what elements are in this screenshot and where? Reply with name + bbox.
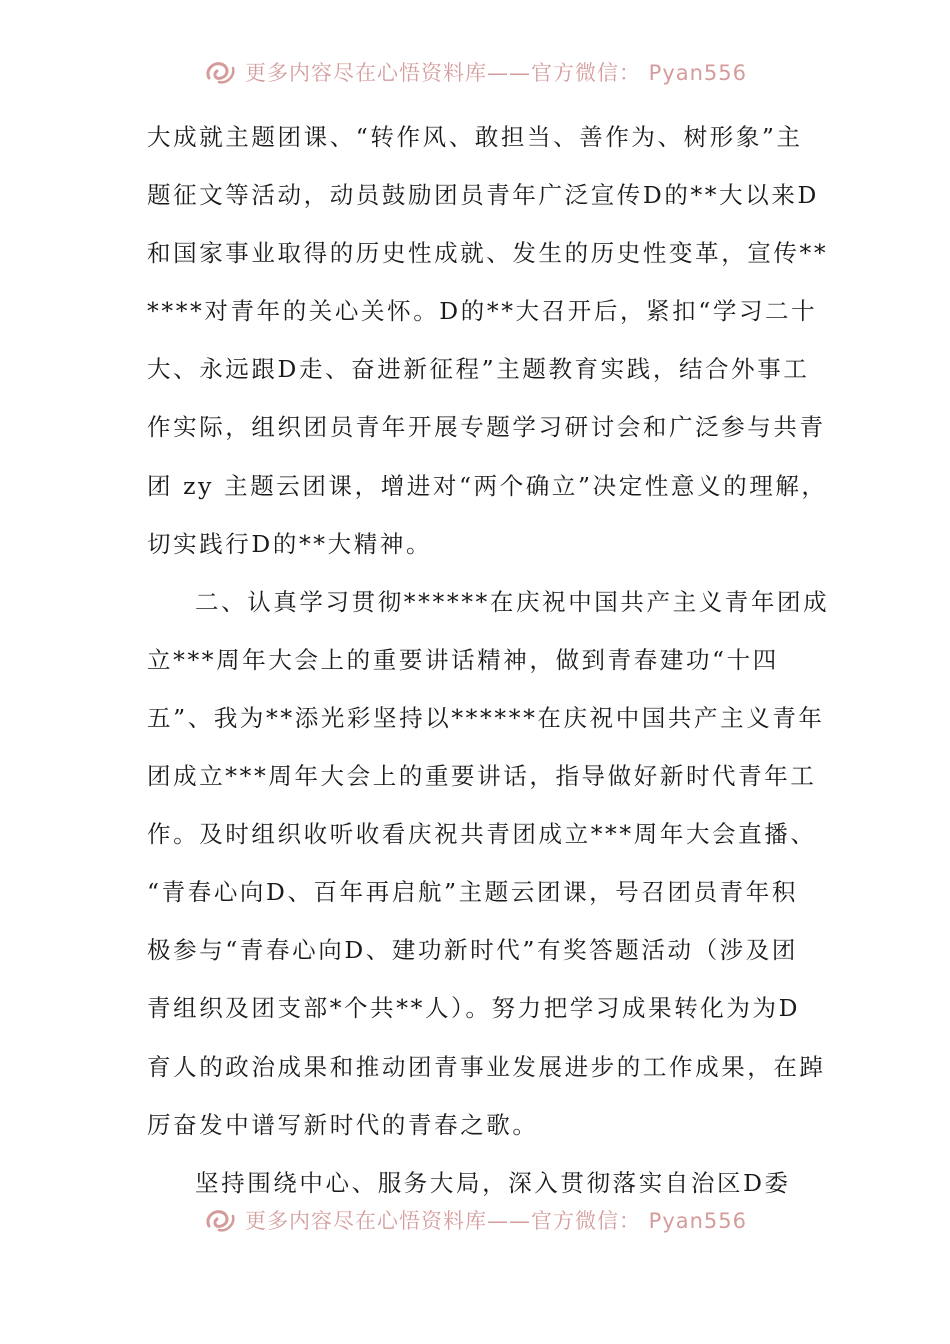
text-line: ****对青年的关心关怀。D的**大召开后，紧扣“学习二十 [147, 297, 818, 326]
watermark-text: 更多内容尽在心悟资料库——官方微信： Pyan556 [244, 1209, 748, 1233]
text-line: 作实际，组织团员青年开展专题学习研讨会和广泛参与共青 [147, 413, 826, 442]
text-line: 作。及时组织收听收看庆祝共青团成立***周年大会直播、 [147, 820, 817, 849]
document-body [147, 114, 830, 1218]
section-heading-line: 二、认真学习贯彻******在庆祝中国共产主义青年团成 [195, 587, 830, 616]
text-line: 五”、我为**添光彩坚持以******在庆祝中国共产主义青年 [147, 703, 825, 732]
text-line: 团 zy 主题云团课，增进对“两个确立”决定性意义的理解， [147, 471, 828, 500]
text-line: 大成就主题团课、“转作风、敢担当、善作为、树形象”主 [147, 123, 803, 151]
text-line: 厉奋发中谱写新时代的青春之歌。 [147, 1110, 539, 1139]
text-line: 团成立***周年大会上的重要讲话，指导做好新时代青年工 [147, 762, 817, 791]
text-line: 切实践行D的**大精神。 [147, 529, 433, 558]
text-line: 大、永远跟D走、奋进新征程”主题教育实践，结合外事工 [147, 355, 810, 384]
header-watermark [0, 52, 950, 92]
text-line: 和国家事业取得的历史性成就、发生的历史性变革，宣传** [147, 239, 829, 268]
footer-watermark [0, 1200, 950, 1240]
text-line: 育人的政治成果和推动团青事业发展进步的工作成果，在踔 [147, 1052, 826, 1081]
paragraph-start-line: 坚持围绕中心、服务大局，深入贯彻落实自治区D委 [195, 1168, 791, 1197]
watermark-text: 更多内容尽在心悟资料库——官方微信： Pyan556 [244, 61, 748, 85]
swirl-logo-icon [203, 1206, 237, 1234]
text-line: 青组织及团支部*个共**人）。努力把学习成果转化为为D [147, 994, 801, 1023]
text-line: 立***周年大会上的重要讲话精神，做到青春建功“十四 [147, 645, 779, 674]
text-line: 极参与“青春心向D、建功新时代”有奖答题活动（涉及团 [147, 936, 798, 965]
text-line: “青春心向D、百年再启航”主题云团课，号召团员青年积 [147, 878, 798, 907]
swirl-logo-icon [203, 58, 237, 86]
text-line: 题征文等活动，动员鼓励团员青年广泛宣传D的**大以来D [147, 181, 819, 210]
